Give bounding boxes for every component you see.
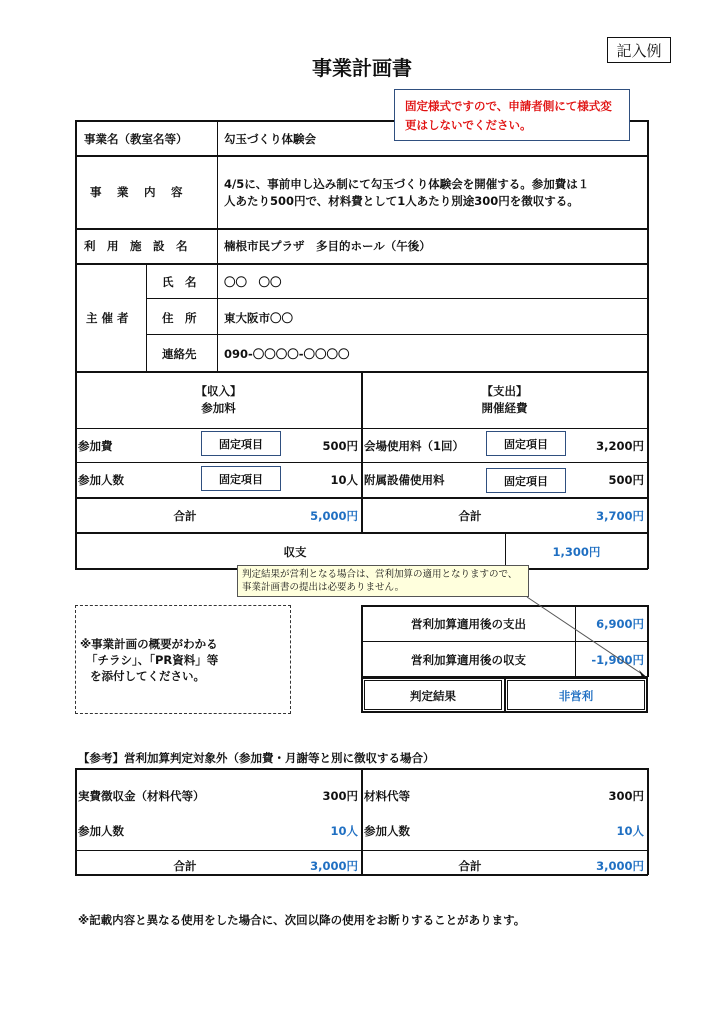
attachment-note-line2: 「チラシ」、「PR資料」等	[86, 653, 219, 667]
fee-value: 500円	[322, 439, 358, 453]
address-value: 東大阪市〇〇	[224, 311, 293, 325]
judgment-result-value: 非営利	[558, 689, 594, 703]
venue-fee-value: 3,200円	[596, 439, 644, 453]
reference-total-right-value: 3,000円	[596, 859, 644, 873]
address-label: 住 所	[162, 311, 197, 325]
reference-total-left-label: 合計	[173, 859, 197, 873]
participant-count-label: 参加人数	[78, 473, 124, 487]
material-cost-value: 300円	[608, 789, 644, 803]
expense-header: 【支出】	[481, 384, 528, 398]
event-name-value: 勾玉づくり体験会	[224, 132, 316, 146]
reference-title: 【参考】営利加算判定対象外（参加費・月謝等と別に徴収する場合）	[78, 751, 435, 765]
contact-label: 連絡先	[162, 347, 197, 361]
expense-total-label: 合計	[458, 509, 482, 523]
reference-count2-value: 10人	[616, 824, 644, 838]
reference-total-right-label: 合計	[458, 859, 482, 873]
page-title: 事業計画書	[312, 56, 412, 80]
judgment-result-label: 判定結果	[410, 689, 456, 703]
income-header: 【収入】	[195, 384, 242, 398]
organizer-label: 主 催 者	[86, 311, 129, 325]
material-cost-label: 材料代等	[364, 789, 410, 803]
fixed-item-badge: 固定項目	[486, 431, 566, 456]
content-value-line2: 人あたり500円で、材料費として1人あたり別途300円を徴収する。	[224, 194, 579, 208]
income-total-label: 合計	[173, 509, 197, 523]
content-value-line1: 4/5に、事前申し込み制にて勾玉づくり体験会を開催する。参加費は１	[224, 177, 590, 191]
participant-count-value: 10人	[330, 473, 358, 487]
reference-count2-label: 参加人数	[364, 824, 410, 838]
expense-subheader: 開催経費	[481, 401, 528, 415]
name-value: 〇〇 〇〇	[224, 275, 282, 289]
facility-value: 楠根市民プラザ 多目的ホール（午後）	[224, 239, 431, 253]
actual-collection-label: 実費徴収金（材料代等）	[78, 789, 205, 803]
reference-count-label: 参加人数	[78, 824, 124, 838]
facility-label: 利 用 施 設 名	[84, 239, 188, 253]
judgment-tooltip: 判定結果が営利となる場合は、営利加算の適用となりますので、事業計画書の提出は必要ありません。	[237, 565, 529, 597]
after-expense-value: 6,900円	[596, 617, 644, 631]
balance-label: 収支	[283, 545, 307, 559]
footer-note: ※記載内容と異なる使用をした場合に、次回以降の使用をお断りすることがあります。	[78, 913, 526, 927]
fixed-item-badge: 固定項目	[486, 468, 566, 493]
attachment-note-line3: を添付してください。	[90, 669, 205, 683]
fee-label: 参加費	[78, 439, 113, 453]
fixed-item-badge: 固定項目	[201, 431, 281, 456]
venue-fee-label: 会場使用料（1回）	[364, 439, 465, 453]
reference-count-value: 10人	[330, 824, 358, 838]
income-total-value: 5,000円	[310, 509, 358, 523]
content-label: 事 業 内 容	[90, 185, 185, 199]
name-label: 氏 名	[162, 275, 197, 289]
equipment-fee-label: 附属設備使用料	[364, 473, 445, 487]
event-name-label: 事業名（教室名等）	[84, 132, 188, 146]
fixed-item-badge: 固定項目	[201, 466, 281, 491]
after-balance-value: -1,900円	[591, 653, 644, 667]
attachment-note-line1: ※事業計画の概要がわかる	[80, 637, 218, 651]
balance-value: 1,300円	[552, 545, 601, 559]
expense-total-value: 3,700円	[596, 509, 644, 523]
after-balance-label: 営利加算適用後の収支	[411, 653, 526, 667]
fixed-form-callout: 固定様式ですので、申請者側にて様式変更はしないでください。	[394, 89, 630, 141]
income-subheader: 参加料	[201, 401, 236, 415]
reference-total-left-value: 3,000円	[310, 859, 358, 873]
equipment-fee-value: 500円	[608, 473, 644, 487]
contact-value: 090-〇〇〇〇-〇〇〇〇	[224, 347, 350, 361]
after-expense-label: 営利加算適用後の支出	[411, 617, 526, 631]
example-badge: 記入例	[607, 37, 671, 63]
actual-collection-value: 300円	[322, 789, 358, 803]
